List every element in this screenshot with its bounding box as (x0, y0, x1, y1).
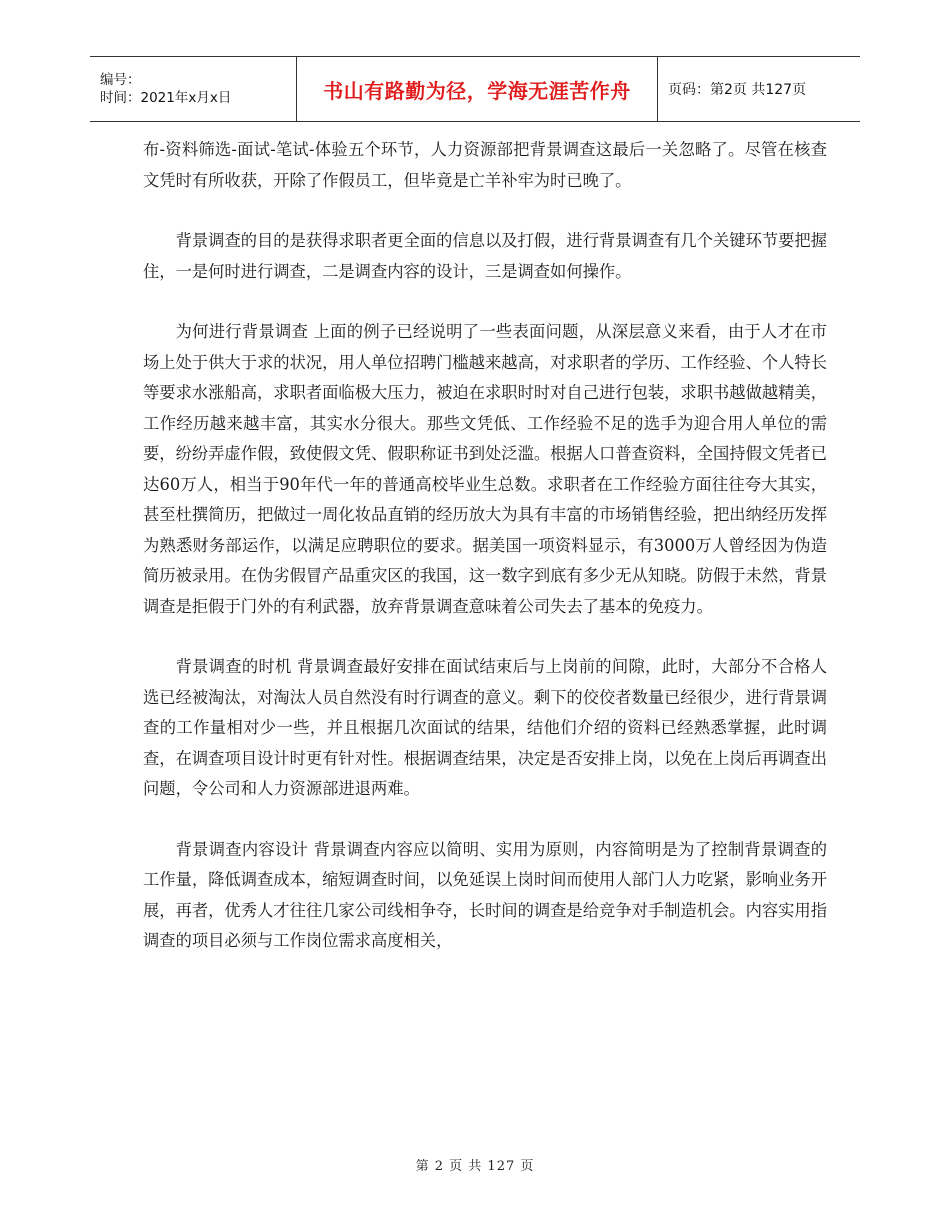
header-motto: 书山有路勤为径，学海无涯苦作舟 (297, 57, 658, 122)
paragraph: 背景调查的时机 背景调查最好安排在面试结束后与上岗前的间隙，此时，大部分不合格人选已经被淘汰，对淘汰人员自然没有时行调查的意义。剩下的佼佼者数量已经很少，进行背景调查的工作量相对少一些，并且根据几次面试的结果，结他们介绍的资料已经熟悉掌握，此时调查，在调查项目设计时更有针对性。根据调查结果，决定是否安排上岗，以免在上岗后再调查出问题，令公司和人力资源部进退两难。 (143, 657, 827, 798)
document-number-label: 编号： (100, 72, 141, 88)
document-time-label: 时间：2021年x月x日 (100, 90, 232, 106)
paragraph: 背景调查内容设计 背景调查内容应以简明、实用为原则，内容简明是为了控制背景调查的工作量，降低调查成本，缩短调查时间，以免延误上岗时间而使用人部门人力吃紧，影响业务开展，再者，优秀人才往往几家公司线相争夺，长时间的调查是给竞争对手制造机会。内容实用指调查的项目必须与工作岗位需求高度相关， (143, 839, 827, 950)
paragraph-continuation: 布-资料筛选-面试-笔试-体验五个环节，人力资源部把背景调查这最后一关忽略了。尽管在核查文凭时有所收获，开除了作假员工，但毕竟是亡羊补牢为时已晚了。 (143, 140, 827, 190)
page-header (90, 56, 860, 122)
paragraph: 背景调查的目的是获得求职者更全面的信息以及打假，进行背景调查有几个关键环节要把握住，一是何时进行调查，二是调查内容的设计，三是调查如何操作。 (143, 231, 827, 281)
document-body (143, 135, 827, 987)
paragraph: 为何进行背景调查 上面的例子已经说明了一些表面问题，从深层意义来看，由于人才在市场上处于供大于求的状况，用人单位招聘门槛越来越高，对求职者的学历、工作经验、个人特长等要求水涨船高，求职者面临极大压力，被迫在求职时时对自己进行包装，求职书越做越精美，工作经历越来越丰富，其实水分很大。那些文凭低、工作经验不足的选手为迎合用人单位的需要，纷纷弄虚作假，致使假文凭、假职称证书到处泛滥。根据人口普查资料，全国持假文凭者已达60万人，相当于90年代一年的普通高校毕业生总数。求职者在工作经验方面往往夸大其实，甚至杜撰简历，把做过一周化妆品直销的经历放大为具有丰富的市场销售经验，把出纳经历发挥为熟悉财务部运作，以满足应聘职位的要求。据美国一项资料显示，有3000万人曾经因为伪造简历被录用。在伪劣假冒产品重灾区的我国，这一数字到底有多少无从知晓。防假于未然，背景调查是拒假于门外的有利武器，放弃背景调查意味着公司失去了基本的免疫力。 (143, 322, 827, 616)
header-meta (90, 57, 297, 122)
header-page-info: 页码：第2页 共127页 (658, 57, 861, 122)
page-footer: 第 2 页 共 127 页 (415, 1159, 535, 1174)
